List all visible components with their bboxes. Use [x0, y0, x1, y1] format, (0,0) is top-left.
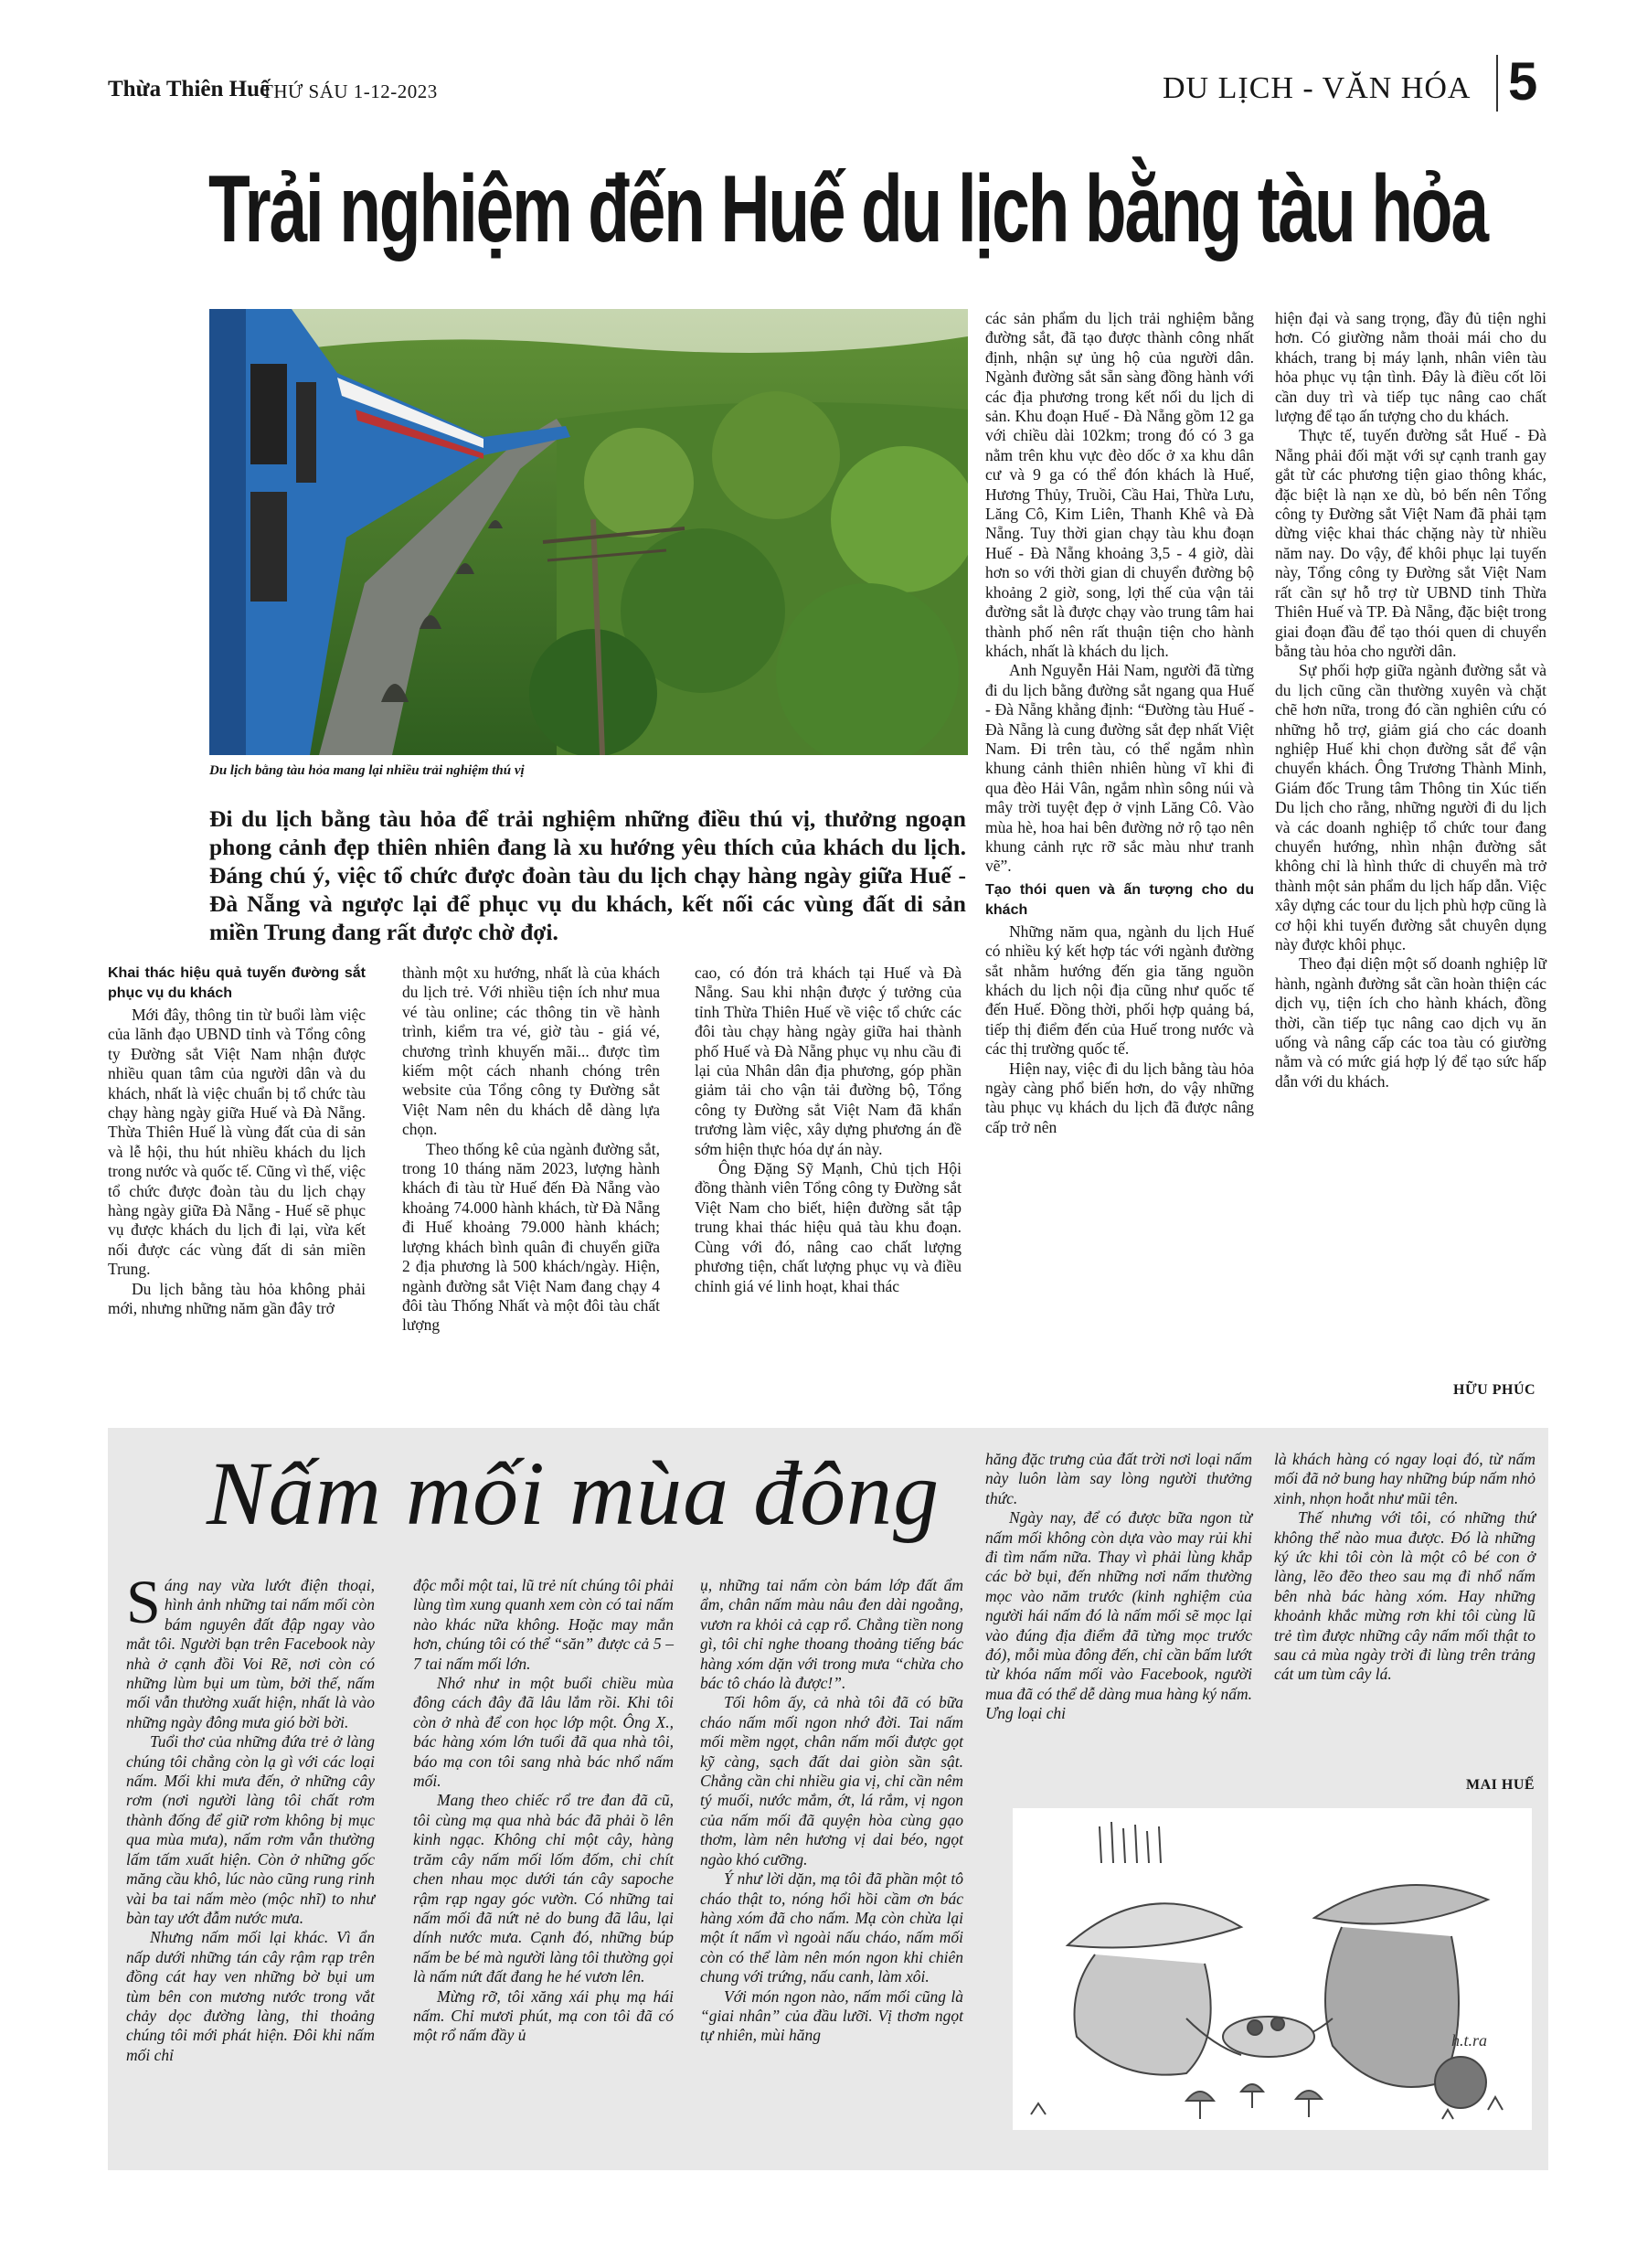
subhead-2: Tạo thói quen và ấn tượng cho du khách	[985, 881, 1254, 918]
paragraph: Hiện nay, việc đi du lịch bằng tàu hỏa ngày càng phổ biến hơn, do vậy những tàu phục vụ khách du lịch đã được nâng cấp trở nên	[985, 1059, 1254, 1136]
paragraph: cao, có đón trả khách tại Huế và Đà Nẵng. Sau khi nhận được ý tưởng của tỉnh Thừa Thiên Huế về việc tổ chức các đôi tàu chạy hàng ngày giữa hai thành phố Huế và Đà Nẵng phục vụ nhu cầu đi lại của Nhân dân địa phương, góp phần giảm tải cho vận tải đường bộ, Tổng công ty Đường sắt Việt Nam đã khẩn trương làm việc, xây dựng phương án đề sớm hiện thực hóa dự án này.	[695, 964, 962, 1158]
page-number: 5	[1508, 52, 1538, 112]
paragraph: Thực tế, tuyến đường sắt Huế - Đà Nẵng phải đối mặt với sự cạnh tranh gay gắt từ các phương tiện giao thông khác, đặc biệt là nạn xe dù, bỏ bến nên Tổng công ty Đường sắt Việt Nam đã phải tạm dừng việc khai thác chặng này từ nhiều năm nay. Do vậy, để khôi phục lại tuyến này, Tổng công ty Đường sắt Việt Nam rất cần sự hỗ trợ từ UBND tỉnh Thừa Thiên Huế và TP. Đà Nẵng, đặc biệt trong giai đoạn đầu để tạo thói quen di chuyển bằng tàu hỏa cho người dân.	[1275, 426, 1546, 660]
headline: Trải nghiệm đến Huế du lịch bằng tàu hỏa	[208, 156, 1487, 262]
paragraph: Với món ngon nào, nấm mối cũng là “giai nhân” của đầu lưỡi. Vị thơm ngọt tự nhiên, mùi hăng	[700, 1986, 963, 2045]
paragraph: hiện đại và sang trọng, đầy đủ tiện nghi hơn. Có giường nằm thoải mái cho du khách, trang bị máy lạnh, nhân viên tàu hỏa phục vụ tận tình. Đây là điều cốt lõi cần duy trì và tiếp tục nâng cao chất lượng để tạo ấn tượng cho du khách.	[1275, 309, 1546, 426]
article1-column-1	[108, 964, 366, 1319]
paragraph: Nhưng nấm mối lại khác. Vì ẩn nấp dưới những tán cây rậm rạp trên đồng cát hay ven những bờ bụi um tùm bên con mương nước trong vắt chảy dọc đường làng, thi thoảng chúng tôi mới phát hiện. Đôi khi nấm mối chỉ	[126, 1928, 375, 2064]
paragraph: Sự phối hợp giữa ngành đường sắt và du lịch cũng cần thường xuyên và chặt chẽ hơn nữa, trong đó cần nghiên cứu có những hỗ trợ, giảm giá cho các doanh nghiệp Huế khi chọn đường sắt để vận chuyển khách. Ông Trương Thành Minh, Giám đốc Trung tâm Thông tin Xúc tiến Du lịch cho rằng, những người đi du lịch và các doanh nghiệp tổ chức tour đang chuyển hướng, nhìn nhận đường sắt không chỉ là hình thức di chuyển mà trở thành một sản phẩm du lịch hấp dẫn. Việc xây dựng các tour du lịch phù hợp cũng là cơ hội khi tuyến đường sắt chuyên dụng này được khôi phục.	[1275, 661, 1546, 953]
paragraph: Tối hôm ấy, cả nhà tôi đã có bữa cháo nấm mối ngon nhớ đời. Tai nấm mối mềm ngọt, chân nấm mối được gọt kỹ càng, sạch đất dai giòn sần sật. Chẳng cần chi nhiều gia vị, chỉ cần nêm tý muối, nước mắm, ớt, lá rắm, vị ngon của nấm mối đã quyện hòa cùng gạo thơm, làm nên hương vị dai béo, ngọt ngào khó cưỡng.	[700, 1693, 963, 1869]
paragraph: Theo đại diện một số doanh nghiệp lữ hành, ngành đường sắt cần hoàn thiện các dịch vụ, tiện ích cho hành khách, đồng thời, cần tiếp tục nâng cao dịch vụ ăn uống và nâng cấp các toa tàu có giường nằm và có mức giá hợp lý để tạo sức hấp dẫn với du khách.	[1275, 954, 1546, 1091]
paragraph: các sản phẩm du lịch trải nghiệm bằng đường sắt, đã tạo được thành công nhất định, nhận sự ủng hộ của người dân. Ngành đường sắt sẵn sàng đồng hành với các địa phương trong kết nối du lịch di sản. Khu đoạn Huế - Đà Nẵng gồm 12 ga với chiều dài 102km; trong đó có 3 ga nằm trên khu vực đèo dốc ở xa khu dân cư và 9 ga có thể đón khách là Huế, Hương Thủy, Truồi, Cầu Hai, Thừa Lưu, Lăng Cô, Kim Liên, Thanh Khê và Đà Nẵng. Tuy thời gian chạy tàu khu đoạn Huế - Đà Nẵng khoảng 3,5 - 4 giờ, dài hơn so với thời gian di chuyển đường bộ khoảng 2 giờ, song, lợi thế của vận tải đường sắt là được chạy vào trung tâm hai thành phố nên rất thuận tiện cho hành khách, nhất là khách du lịch.	[985, 309, 1254, 660]
lead-paragraph: Đi du lịch bằng tàu hỏa để trải nghiệm những điều thú vị, thưởng ngoạn phong cảnh đẹp thiên nhiên đang là xu hướng yêu thích của khách du lịch. Đáng chú ý, việc tổ chức được đoàn tàu du lịch chạy hàng ngày giữa Huế - Đà Nẵng và ngược lại để phục vụ du khách, kết nối các vùng đất di sản miền Trung đang rất được chờ đợi.	[209, 805, 966, 945]
paragraph: thành một xu hướng, nhất là của khách du lịch trẻ. Với nhiều tiện ích như mua vé tàu online; các thông tin về hành trình, kiểm tra vé, giờ tàu - giá vé, chương trình khuyến mãi... được tìm kiếm một cách nhanh chóng trên website của Tổng công ty Đường sắt Việt Nam nên du khách dễ dàng lựa chọn.	[402, 964, 660, 1139]
paragraph: Du lịch bằng tàu hỏa không phải mới, nhưng những năm gần đây trở	[108, 1279, 366, 1318]
train-photo	[209, 309, 968, 755]
paragraph: ụ, những tai nấm còn bám lớp đất ẩm ẩm, chân nấm màu nâu đen dài ngoằng, vươn ra khỏi cả cạp rổ. Chẳng tiền nong gì, tôi chỉ nghe thoang thoảng tiếng bác hàng xóm dặn với trong mưa “chừa cho bác tô cháo là được!”.	[700, 1576, 963, 1693]
article2-column-1	[126, 1567, 375, 2065]
header-divider	[1496, 55, 1498, 112]
paragraph: Theo thống kê của ngành đường sắt, trong 10 tháng năm 2023, lượng hành khách đi tàu từ Huế đến Đà Nẵng vào khoảng 74.000 hành khách, từ Đà Nẵng đi Huế khoảng 79.000 hành khách; lượng khách bình quân đi chuyển giữa 2 địa phương là 500 khách/ngày. Hiện, ngành đường sắt Việt Nam đang chạy 4 đôi tàu Thống Nhất và một đôi tàu chất lượng	[402, 1139, 660, 1335]
feature-title: Nấm mối mùa đông	[207, 1443, 940, 1544]
article1-column-2	[402, 964, 660, 1336]
paragraph: Thế nhưng với tôi, có những thứ không thể nào mua được. Đó là những ký ức khi tôi còn là một cô bé con ở làng, lẽo đẽo theo sau mạ đi nhổ nấm bên nhà bác hàng xóm. Hay những khoảnh khắc mừng rơn khi tôi cùng lũ trẻ tìm được những cây nấm mối thật to sau cả mùa ngày trời đi lùng trên trảng cát um tùm cây lá.	[1274, 1508, 1535, 1684]
photo-caption: Du lịch bằng tàu hỏa mang lại nhiều trải nghiệm thú vị	[209, 763, 525, 778]
article2-column-4	[985, 1450, 1252, 1724]
article1-column-4	[985, 309, 1254, 1137]
article2-column-2	[413, 1576, 674, 2046]
paragraph: Mang theo chiếc rổ tre đan đã cũ, tôi cùng mạ qua nhà bác đã phải ồ lên kinh ngạc. Không chỉ một cây, hàng trăm cây nấm mối lốm đốm, chi chít chen nhau mọc dưới tán cây sapoche rậm rạp ngay góc vườn. Có những tai nấm mối đã nứt nẻ do bung đã lâu, lại dính nước mưa. Cạnh đó, những búp nấm be bé mà người làng tôi thường gọi là nấm nứt đất đang he hé vươn lên.	[413, 1791, 674, 1986]
publication-name: Thừa Thiên Huế	[108, 77, 271, 101]
paragraph: Nhớ như in một buổi chiều mùa đông cách đây đã lâu lắm rồi. Khi tôi còn ở nhà để con học lớp một. Ông X., bác hàng xóm lớn tuổi đã qua nhà tôi, báo mạ con tôi sang nhà bác nhổ nấm mối.	[413, 1674, 674, 1791]
mushroom-pickers-drawing	[1013, 1808, 1532, 2130]
illustration-signature: h.t.ra	[1451, 2031, 1488, 2050]
article1-byline: HỮU PHÚC	[1453, 1382, 1536, 1398]
paragraph: độc mỗi một tai, lũ trẻ nít chúng tôi phải lùng tìm xung quanh xem còn có tai nấm nào khác nữa không. Hoặc may mắn hơn, chúng tôi có thể “săn” được cả 5 – 7 tai nấm mối lớn.	[413, 1576, 674, 1673]
article2-byline: MAI HUẾ	[1466, 1777, 1535, 1793]
paragraph: Anh Nguyễn Hải Nam, người đã từng đi du lịch bằng đường sắt ngang qua Huế - Đà Nẵng khẳng định: “Đường tàu Huế - Đà Nẵng là cung đường sắt đẹp nhất Việt Nam. Đi trên tàu, có thể ngắm nhìn khung cảnh thiên nhiên hùng vĩ khi đi qua đèo Hải Vân, ngắm nhìn sông núi và mây trời tuyệt đẹp ở vịnh Lăng Cô. Vào mùa hè, hoa hai bên đường nở rộ tạo nên khung cảnh rực rỡ sắc màu như tranh vẽ”.	[985, 661, 1254, 876]
paragraph: Ý như lời dặn, mạ tôi đã phần một tô cháo thật to, nóng hổi hồi cầm ơn bác hàng xóm đã cho nấm. Mạ còn chừa lại một ít nấm vì ngoài nấu cháo, nấm mối còn có thể làm nên món ngon khi chiên chung với trứng, nấu canh, làm xôi.	[700, 1869, 963, 1986]
subhead-1: Khai thác hiệu quả tuyến đường sắt phục vụ du khách	[108, 965, 366, 1001]
paragraph: Mừng rỡ, tôi xăng xái phụ mạ hái nấm. Chỉ mươi phút, mạ con tôi đã có một rổ nấm đầy ủ	[413, 1986, 674, 2045]
paragraph: Mới đây, thông tin từ buổi làm việc của lãnh đạo UBND tỉnh và Tổng công ty Đường sắt Việt Nam nhận được nhiều quan tâm của người dân và du khách, nhất là việc chuẩn bị tổ chức tàu chạy hàng ngày giữa Huế và Đà Nẵng. Thừa Thiên Huế là vùng đất của di sản và lễ hội, thu hút nhiều khách du lịch trong nước và quốc tế. Cũng vì thế, việc tổ chức được đoàn tàu du lịch chạy hàng ngày giữa Đà Nẵng - Huế sẽ phục vụ được khách du lịch đi lại, vừa kết nối được các vùng đất di sản miền Trung.	[108, 1006, 366, 1279]
article1-column-5	[1275, 309, 1546, 1091]
paragraph: Ngày nay, để có được bữa ngon từ nấm mối không còn dựa vào may rủi khi đi tìm nấm nữa. Thay vì phải lùng khắp các bờ bụi, đến những nơi nấm thường mọc vào năm trước (kinh nghiệm của người hái nấm đó là nấm mối sẽ mọc lại vào đúng địa điểm đã từng mọc trước đó), mỗi mùa đông đến, chỉ cần bấm lướt từ khóa nấm mối vào Facebook, người mua đã có thể dễ dàng mua hàng ký nấm. Ưng loại chi	[985, 1508, 1252, 1723]
paragraph: Những năm qua, ngành du lịch Huế có nhiều ký kết hợp tác với ngành đường sắt nhằm hướng đến gia tăng nguồn khách du lịch nội địa cũng như quốc tế đến Huế. Đồng thời, phối hợp quảng bá, tiếp thị điểm đến của Huế trong nước và các thị trường quốc tế.	[985, 921, 1254, 1059]
issue-date: THỨ SÁU 1-12-2023	[261, 80, 438, 102]
article1-column-3	[695, 964, 962, 1296]
mushroom-illustration	[1013, 1808, 1532, 2130]
drop-cap: S	[126, 1567, 161, 1636]
paragraph: là khách hàng có ngay loại đó, từ nấm mối đã nở bung hay những búp nấm nhỏ xinh, nhọn hoắt như mũi tên.	[1274, 1450, 1535, 1507]
paragraph: hăng đặc trưng của đất trời nơi loại nấm này luôn làm say lòng người thưởng thức.	[985, 1450, 1252, 1507]
article2-column-3	[700, 1576, 963, 2046]
train-illustration	[209, 309, 968, 755]
paragraph: Tuổi thơ của những đứa trẻ ở làng chúng tôi chẳng còn lạ gì với các loại nấm. Mối khi mưa đến, ở những cây rơm (nơi người làng tôi chất rơm thành đống để giữ rơm không bị mục qua mùa mưa), nấm rơm vẫn thường lấm tấm xuất hiện. Còn ở những gốc măng cầu khô, lúc nào cũng rung rinh vài ba tai nấm mèo (mộc nhĩ) to như bàn tay ướt đẫm nước mưa.	[126, 1732, 375, 1927]
paragraph: Sáng nay vừa lướt điện thoại, hình ảnh những tai nấm mối còn bám nguyên đất đập ngay vào mắt tôi. Người bạn trên Facebook này nhà ở cạnh đồi Voi Rẽ, nơi còn có những lùm bụi um tùm, bởi thế, nấm mối vẫn thường xuất hiện, nhất là vào những ngày đông mưa gió bời bời.	[126, 1567, 375, 1731]
article2-column-5	[1274, 1450, 1535, 1685]
section-title: DU LỊCH - VĂN HÓA	[1163, 71, 1472, 105]
paragraph: Ông Đặng Sỹ Mạnh, Chủ tịch Hội đồng thành viên Tổng công ty Đường sắt Việt Nam cho biết, hiện đường sắt tập trung khai thác hiệu quả tàu khu đoạn. Cùng với đó, nâng cao chất lượng phương tiện, chất lượng phục vụ và điều chỉnh giá vé linh hoạt, khai thác	[695, 1159, 962, 1295]
